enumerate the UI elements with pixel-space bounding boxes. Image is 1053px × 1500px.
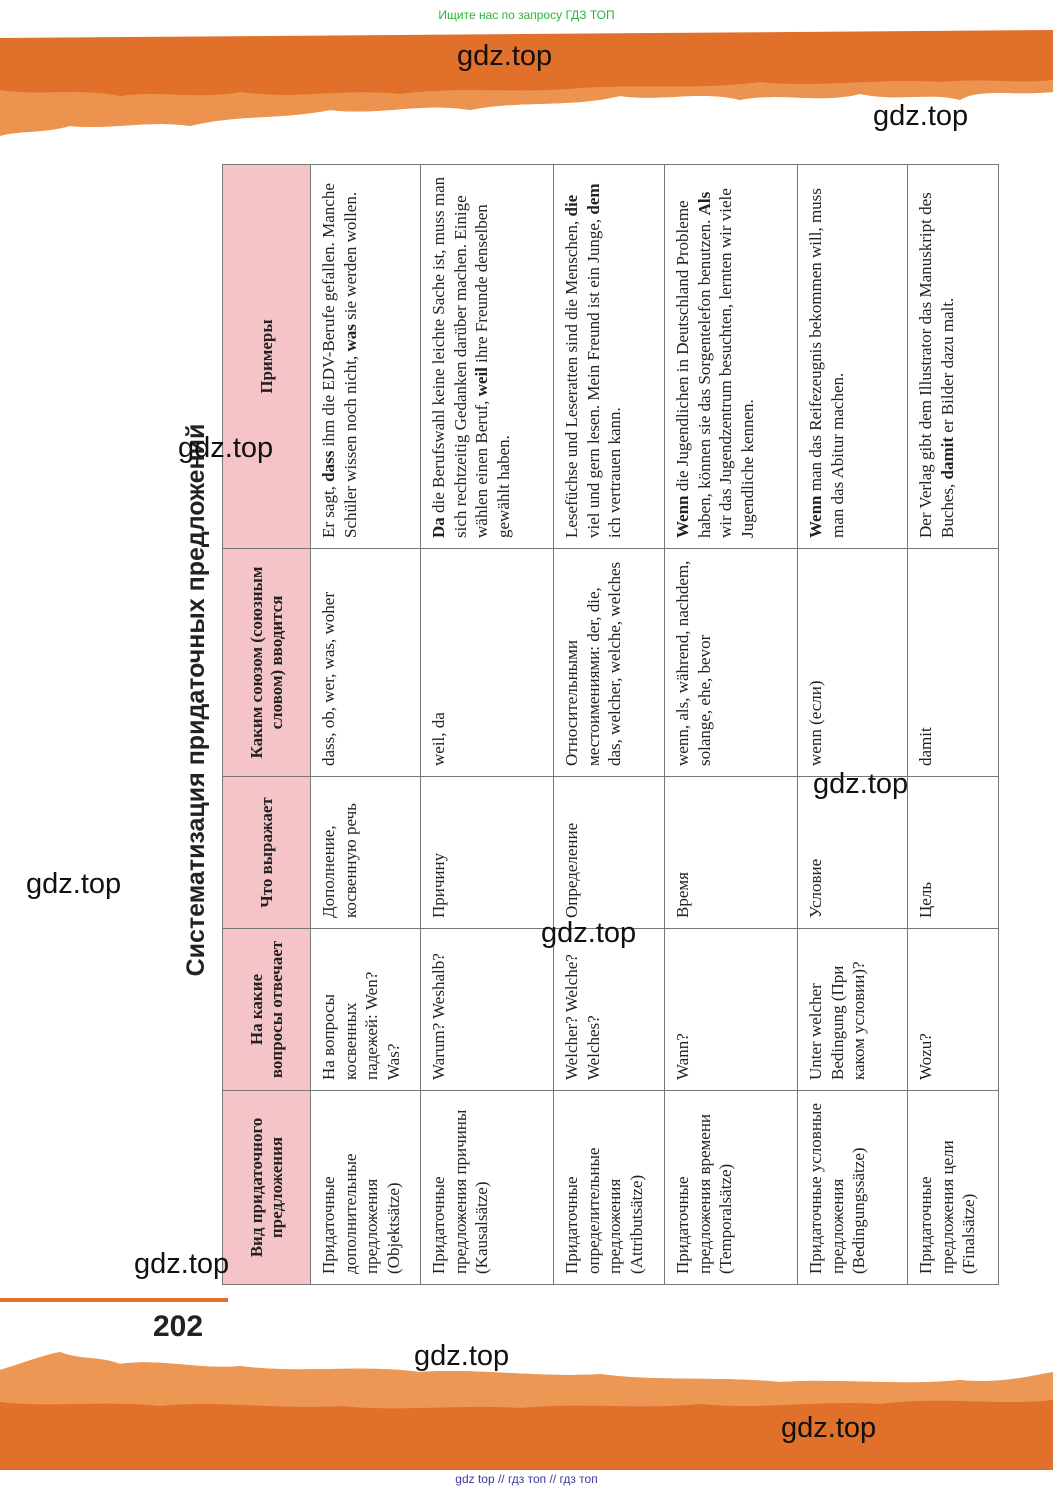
cell-type: Придаточные дополнительные предложения (Objektsätze) bbox=[311, 1091, 421, 1285]
watermark: gdz.top bbox=[414, 1340, 510, 1372]
header-meaning: Что выражает bbox=[223, 777, 311, 929]
conjunction-highlight: damit bbox=[937, 436, 957, 480]
watermark: gdz.top bbox=[813, 768, 909, 800]
table-row bbox=[311, 165, 421, 1285]
clause-table bbox=[222, 164, 999, 1285]
cell-example: Lesefüchse und Leseratten sind die Menschen, die viel und gern lesen. Mein Freund ist ein Junge, dem ich vertrauen kann. bbox=[554, 165, 665, 549]
conjunction-highlight: Wenn bbox=[673, 495, 692, 538]
cell-example: Wenn die Jugendlichen in Deutschland Probleme haben, können sie das Sorgentelefon benutzen. Als wir das Jugendzentrum besuchten, lernten wir viele Jugendliche kennen. bbox=[665, 165, 798, 549]
conjunction-highlight: weil bbox=[472, 367, 491, 397]
conjunction-highlight: die bbox=[562, 194, 581, 217]
page-number-rule bbox=[0, 1298, 228, 1302]
watermark: gdz.top bbox=[457, 40, 553, 72]
watermark: gdz.top bbox=[178, 432, 274, 464]
header-questions: На какие вопросы отвечает bbox=[223, 929, 311, 1091]
rotated-page-content bbox=[170, 165, 998, 1285]
cell-questions: Wann? bbox=[665, 929, 798, 1091]
conjunction-highlight: dass bbox=[319, 450, 338, 482]
cell-questions: Wozu? bbox=[908, 929, 999, 1091]
watermark: gdz.top bbox=[541, 917, 637, 949]
cell-type: Придаточные условные предложения (Bedingungssätze) bbox=[798, 1091, 908, 1285]
cell-meaning: Условие bbox=[798, 777, 908, 929]
cell-conjunctions: dass, ob, wer, was, woher bbox=[311, 549, 421, 777]
cell-questions: Welcher? Welche? Welches? bbox=[554, 929, 665, 1091]
cell-type: Придаточные предложения причины (Kausalsätze) bbox=[421, 1091, 554, 1285]
table-row bbox=[665, 165, 798, 1285]
cell-type: Придаточные предложения цели (Finalsätze) bbox=[908, 1091, 999, 1285]
header-examples: Примеры bbox=[223, 165, 311, 549]
cell-example: Wenn man das Reifezeugnis bekommen will, muss man das Abitur machen. bbox=[798, 165, 908, 549]
cell-meaning: Время bbox=[665, 777, 798, 929]
conjunction-highlight: dem bbox=[583, 183, 603, 215]
top-banner: Ищите нас по запросу ГДЗ ТОП bbox=[438, 8, 615, 22]
cell-type: Придаточные предложения времени (Temporalsätze) bbox=[665, 1091, 798, 1285]
cell-conjunctions: weil, da bbox=[421, 549, 554, 777]
page-title: Систематизация придаточных предложений bbox=[182, 423, 210, 977]
table-header-row bbox=[223, 165, 311, 1285]
header-type: Вид придаточного предложения bbox=[223, 1091, 311, 1285]
cell-example: Der Verlag gibt dem Illustrator das Manuskript des Buches, damit er Bilder dazu malt. bbox=[908, 165, 999, 549]
cell-meaning: Цель bbox=[908, 777, 999, 929]
cell-questions: Warum? Weshalb? bbox=[421, 929, 554, 1091]
table-row bbox=[554, 165, 665, 1285]
cell-meaning: Определение bbox=[554, 777, 665, 929]
conjunction-highlight: Wenn bbox=[806, 495, 825, 538]
table-row bbox=[421, 165, 554, 1285]
conjunction-highlight: Da bbox=[429, 517, 448, 538]
bottom-banner: gdz top // гдз топ // гдз топ bbox=[455, 1472, 598, 1486]
cell-questions: Unter welcher Bedingung (При каком условии)? bbox=[798, 929, 908, 1091]
conjunction-highlight: was bbox=[340, 324, 360, 352]
cell-conjunctions: wenn (если) bbox=[798, 549, 908, 777]
cell-conjunctions: damit bbox=[908, 549, 999, 777]
cell-meaning: Дополнение, косвенную речь bbox=[311, 777, 421, 929]
table-row bbox=[908, 165, 999, 1285]
cell-meaning: Причину bbox=[421, 777, 554, 929]
table-row bbox=[798, 165, 908, 1285]
cell-questions: На вопросы косвенных падежей: Wen? Was? bbox=[311, 929, 421, 1091]
watermark: gdz.top bbox=[134, 1248, 230, 1280]
header-conjunctions: Каким союзом (союзным словом) вводится bbox=[223, 549, 311, 777]
watermark: gdz.top bbox=[873, 100, 969, 132]
bottom-orange-decoration bbox=[0, 1330, 1053, 1470]
watermark: gdz.top bbox=[781, 1412, 877, 1444]
cell-conjunctions: Относительными местоимениями: der, die, das, welcher, welche, welches bbox=[554, 549, 665, 777]
cell-example: Er sagt, dass ihm die EDV-Berufe gefallen. Manche Schüler wissen noch nicht, was sie werden wollen. bbox=[311, 165, 421, 549]
cell-type: Придаточные определительные предложения (Attributsätze) bbox=[554, 1091, 665, 1285]
conjunction-highlight: Als bbox=[694, 191, 714, 216]
cell-example: Da die Berufswahl keine leichte Sache ist, muss man sich rechtzeitig Gedanken darüber machen. Einige wählen einen Beruf, weil ihre Freunde denselben gewählt haben. bbox=[421, 165, 554, 549]
cell-conjunctions: wenn, als, während, nachdem, solange, ehe, bevor bbox=[665, 549, 798, 777]
watermark: gdz.top bbox=[26, 868, 122, 900]
page-number: 202 bbox=[153, 1310, 204, 1343]
